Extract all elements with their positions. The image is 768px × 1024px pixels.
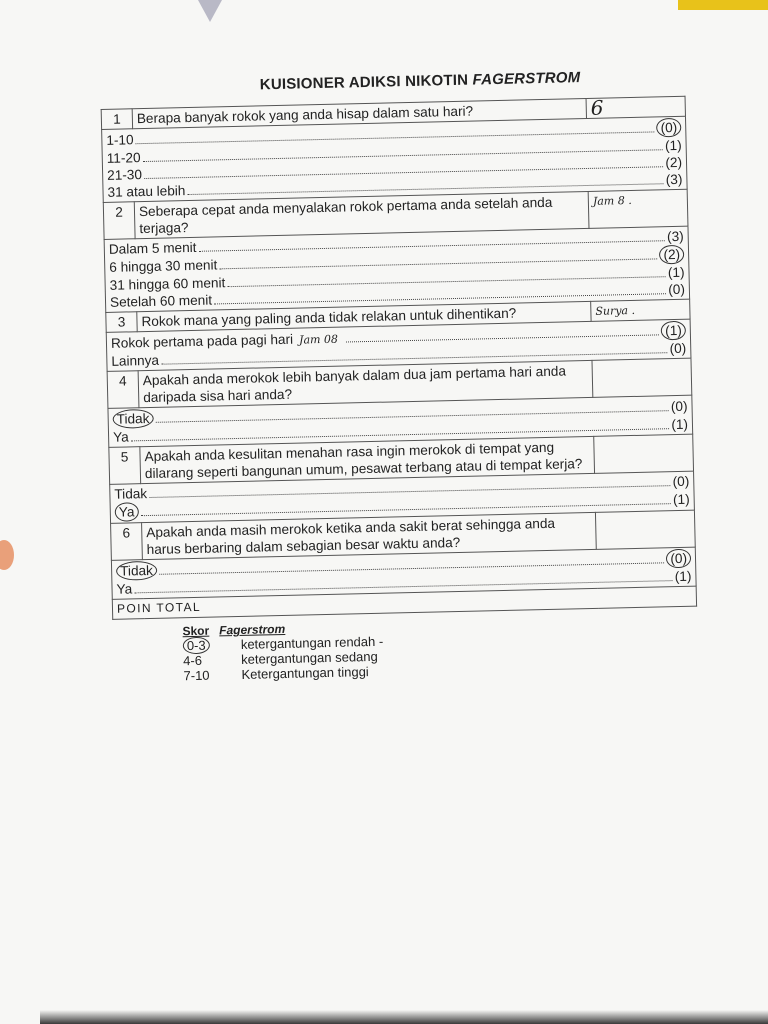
question-number: 3: [106, 312, 137, 333]
options-row: [104, 226, 690, 312]
answer-cell: [594, 434, 694, 473]
options-cell: [104, 226, 690, 312]
score-description: Ketergantungan tinggi: [241, 664, 369, 682]
question-number: 5: [109, 447, 141, 485]
option-label-circled: Tidak: [112, 409, 153, 429]
option-label: 21-30: [106, 167, 143, 183]
score-range: 7-10: [183, 667, 210, 684]
option-points: (0): [669, 340, 687, 357]
option-label: 1-10: [106, 132, 134, 148]
paper-fold-corner: [198, 0, 222, 22]
score-range-circled: 0-3: [183, 637, 210, 655]
score-description: ketergantungan sedang: [241, 648, 378, 667]
option-label: Ya: [116, 581, 133, 597]
options-cell: [102, 116, 688, 202]
background-yellow-corner: [678, 0, 768, 10]
option-label: Setelah 60 menit: [109, 292, 213, 310]
option-label: 31 atau lebih: [107, 183, 186, 200]
option-points-circled: (0): [666, 549, 691, 569]
option-points-circled: (0): [656, 118, 681, 138]
handwritten-note: Jam 08: [298, 332, 339, 347]
option-points: (1): [674, 568, 692, 585]
option-points: (1): [664, 137, 682, 154]
score-heading-italic: Fagerstrom: [219, 621, 286, 638]
question-text: Apakah anda merokok lebih banyak dalam dua jam pertama hari anda daripada sisa hari anda?: [138, 360, 593, 407]
option-points: (0): [668, 281, 686, 298]
option-label-circled: Ya: [115, 502, 139, 522]
option-label: Dalam 5 menit: [108, 239, 197, 257]
questionnaire-table: [101, 96, 697, 620]
option-points-circled: (2): [659, 245, 684, 265]
answer-cell: Surya .: [591, 299, 690, 321]
option-points-circled: (1): [661, 321, 686, 341]
option-label: Tidak: [114, 486, 148, 502]
question-text: Apakah anda masih merokok ketika anda sakit berat sehingga anda harus berbaring dalam sebagian besar waktu anda?: [142, 512, 597, 559]
question-text: Rokok mana yang paling anda tidak relakan untuk dihentikan?: [137, 301, 591, 331]
option-label: Rokok pertama pada pagi hari: [110, 331, 294, 351]
option-points: (1): [672, 491, 690, 508]
score-description: ketergantungan rendah -: [240, 633, 384, 652]
score-range: 4-6: [183, 652, 203, 669]
option-label: Lainnya: [111, 352, 160, 369]
answer-cell: Jam 8 .: [588, 189, 688, 228]
paper-bottom-edge: [40, 1010, 768, 1024]
option-label: 11-20: [106, 150, 141, 166]
question-number: 6: [111, 523, 143, 561]
question-text: Seberapa cepat anda menyalakan rokok pertama anda setelah anda terjaga?: [134, 191, 589, 238]
option-points: (2): [665, 154, 683, 171]
answer-cell: 6: [586, 96, 685, 118]
score-heading-label: Skor: [182, 623, 210, 639]
answer-cell: [595, 510, 695, 549]
question-number: 2: [103, 202, 135, 240]
questionnaire: [100, 66, 724, 685]
title-main: KUISIONER ADIKSI NIKOTIN: [259, 71, 469, 94]
options-row: [102, 116, 688, 202]
option-points: (3): [665, 171, 683, 188]
option-points: (0): [672, 473, 690, 490]
total-label: POIN TOTAL: [112, 586, 696, 619]
question-text: Berapa banyak rokok yang anda hisap dalam satu hari?: [132, 98, 586, 128]
option-points: (1): [667, 264, 685, 281]
question-number: 1: [101, 109, 132, 130]
option-label-circled: Tidak: [116, 561, 157, 581]
answer-cell: [592, 358, 692, 397]
option-label: 31 hingga 60 menit: [109, 275, 226, 293]
option-label: 6 hingga 30 menit: [109, 257, 218, 275]
option-points: (1): [671, 416, 689, 433]
option-points: (3): [666, 228, 684, 245]
option-points: (0): [670, 398, 688, 415]
title-italic: FAGERSTROM: [472, 69, 581, 89]
question-text: Apakah anda kesulitan menahan rasa ingin merokok di tempat yang dilarang seperti bangunan umum, pesawat terbang atau di tempat kerja?: [140, 436, 595, 483]
option-label: Ya: [112, 429, 129, 445]
question-number: 4: [107, 371, 139, 409]
